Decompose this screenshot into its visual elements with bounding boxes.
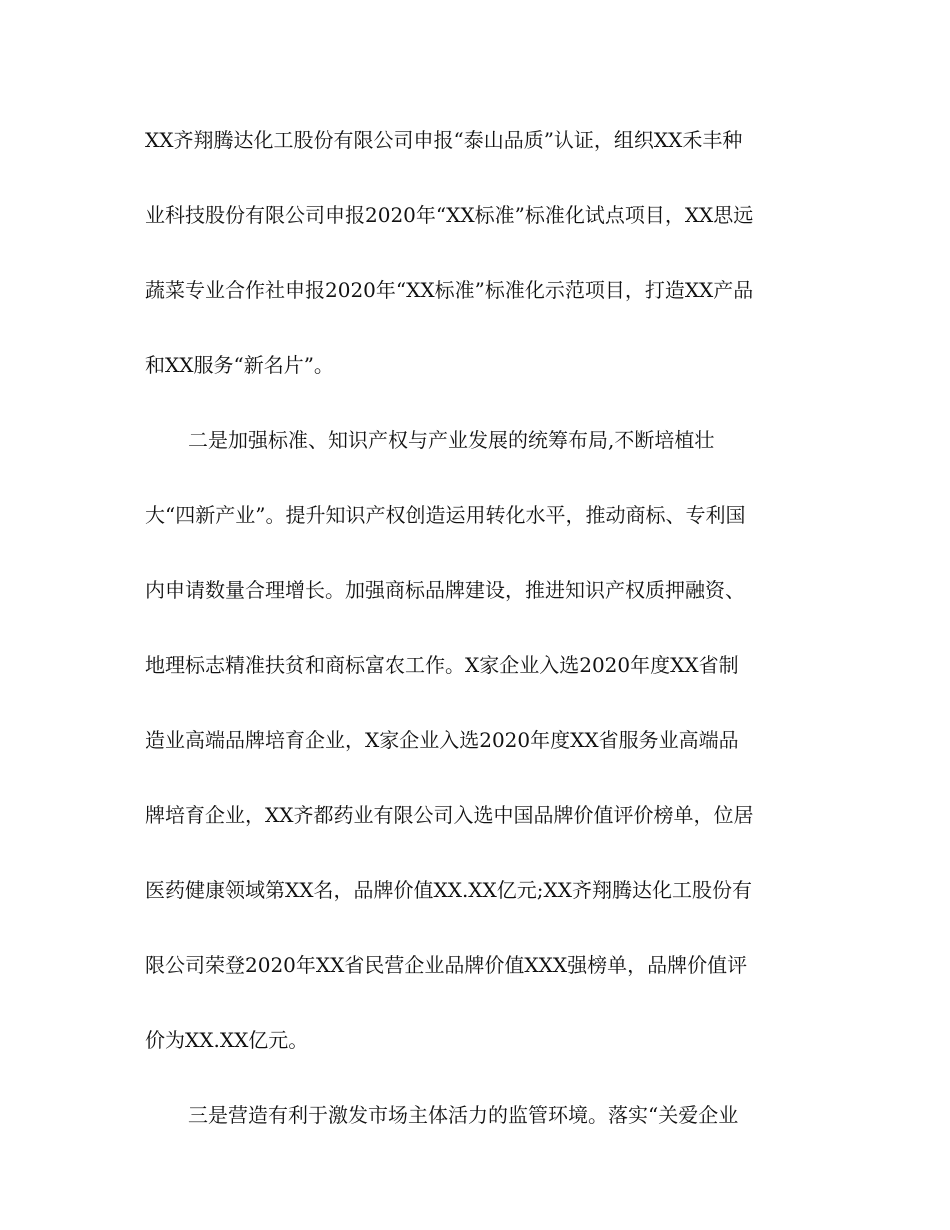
text-line: 蔬菜专业合作社申报2020年“XX标准”标准化示范项目，打造XX产品 [145, 278, 754, 302]
text-line: XX齐翔腾达化工股份有限公司申报“泰山品质”认证，组织XX禾丰种 [145, 128, 743, 152]
text-line: 二是加强标准、知识产权与产业发展的统筹布局,不断培植壮 [188, 428, 715, 452]
text-line: 价为XX.XX亿元。 [145, 1028, 309, 1052]
text-line: 限公司荣登2020年XX省民营企业品牌价值XXX强榜单，品牌价值评 [145, 953, 748, 977]
text-line: 造业高端品牌培育企业，X家企业入选2020年度XX省服务业高端品 [145, 728, 739, 752]
text-line: 牌培育企业，XX齐都药业有限公司入选中国品牌价值评价榜单，位居 [145, 803, 754, 827]
text-line: 地理标志精准扶贫和商标富农工作。X家企业入选2020年度XX省制 [145, 653, 739, 677]
text-line: 医药健康领域第XX名，品牌价值XX.XX亿元;XX齐翔腾达化工股份有 [145, 878, 753, 902]
text-line: 业科技股份有限公司申报2020年“XX标准”标准化试点项目，XX思远 [145, 203, 754, 227]
text-line: 三是营造有利于激发市场主体活力的监管环境。落实“关爱企业 [188, 1103, 739, 1127]
text-line: 内申请数量合理增长。加强商标品牌建设，推进知识产权质押融资、 [145, 578, 745, 602]
text-line: 和XX服务“新名片”。 [145, 353, 334, 377]
text-line: 大“四新产业”。提升知识产权创造运用转化水平，推动商标、专利国 [145, 503, 746, 527]
